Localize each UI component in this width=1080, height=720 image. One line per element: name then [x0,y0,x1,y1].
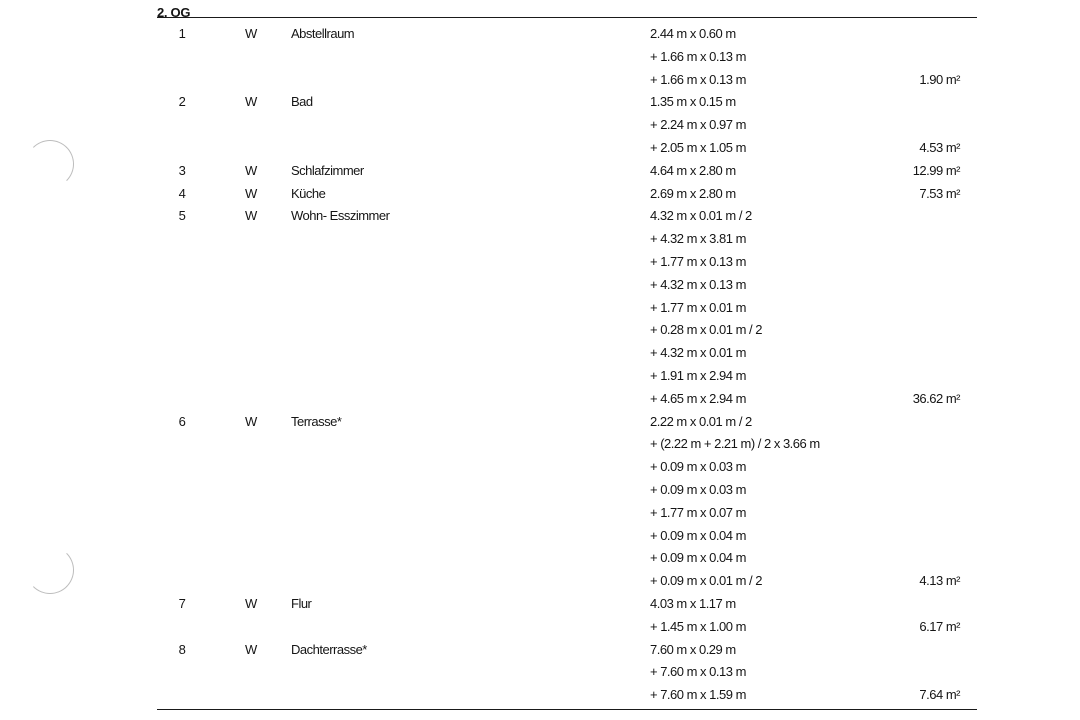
table-row [0,685,1080,708]
dimension-formula: + 2.05 m x 1.05 m [650,139,746,155]
dimension-formula: 2.69 m x 2.80 m [650,185,736,201]
room-number: 5 [178,208,186,224]
room-type: W [245,162,257,178]
dimension-formula: + 1.77 m x 0.13 m [650,253,746,269]
dimension-formula: + 4.32 m x 0.13 m [650,276,746,292]
dimension-formula: + 7.60 m x 1.59 m [650,687,746,703]
room-name: Wohn- Esszimmer [291,208,390,224]
dimension-formula: + 2.24 m x 0.97 m [650,117,746,133]
header-rule [157,17,977,18]
dimension-formula: + 0.09 m x 0.01 m / 2 [650,573,762,589]
area-total: 4.13 m² [919,573,960,589]
dimension-formula: + 7.60 m x 0.13 m [650,664,746,680]
area-total: 1.90 m² [919,71,960,87]
room-type: W [245,595,257,611]
table-row [0,229,1080,252]
room-number: 1 [178,26,186,41]
room-number: 2 [178,94,186,110]
room-type: W [245,185,257,201]
table-row [0,412,1080,435]
footer-rule [157,709,977,710]
room-name: Küche [291,185,326,201]
table-row [0,662,1080,685]
dimension-formula: + 4.32 m x 3.81 m [650,231,746,247]
room-name: Flur [291,595,312,611]
table-row [0,275,1080,298]
table-row [0,298,1080,321]
table-row [0,184,1080,207]
table-row [0,320,1080,343]
table-row [0,434,1080,457]
room-number: 4 [178,185,186,201]
table-row [0,70,1080,93]
table-row [0,548,1080,571]
dimension-formula: + 0.09 m x 0.04 m [650,550,746,566]
room-name: Terrasse* [291,413,342,429]
dimension-formula: 4.32 m x 0.01 m / 2 [650,208,752,224]
dimension-formula: 4.64 m x 2.80 m [650,162,736,178]
table-row [0,47,1080,70]
table-row [0,161,1080,184]
table-row [0,252,1080,275]
table-row [0,206,1080,229]
dimension-formula: + 1.45 m x 1.00 m [650,618,746,634]
table-row [0,92,1080,115]
table-row [0,503,1080,526]
room-type: W [245,641,257,657]
dimension-formula: 2.44 m x 0.60 m [650,26,736,41]
dimension-formula: + 0.28 m x 0.01 m / 2 [650,322,762,338]
room-number: 3 [178,162,186,178]
table-row [0,389,1080,412]
area-total: 7.64 m² [919,687,960,703]
dimension-formula: + 1.77 m x 0.01 m [650,299,746,315]
dimension-formula: + 1.77 m x 0.07 m [650,504,746,520]
table-row [0,594,1080,617]
room-type: W [245,208,257,224]
room-type: W [245,26,257,41]
area-total: 4.53 m² [919,139,960,155]
room-number: 8 [178,641,186,657]
dimension-formula: + 1.91 m x 2.94 m [650,367,746,383]
dimension-formula: + 0.09 m x 0.04 m [650,527,746,543]
table-row [0,571,1080,594]
room-name: Bad [291,94,313,110]
dimension-formula: 1.35 m x 0.15 m [650,94,736,110]
room-name: Schlafzimmer [291,162,364,178]
table-row [0,115,1080,138]
table-row [0,457,1080,480]
dimension-formula: + (2.22 m + 2.21 m) / 2 x 3.66 m [650,436,820,452]
table-row [0,138,1080,161]
area-total: 7.53 m² [919,185,960,201]
dimension-formula: + 0.09 m x 0.03 m [650,481,746,497]
table-row [0,24,1080,47]
room-number: 7 [178,595,186,611]
dimension-formula: + 0.09 m x 0.03 m [650,459,746,475]
dimension-formula: 2.22 m x 0.01 m / 2 [650,413,752,429]
room-type: W [245,94,257,110]
table-row [0,366,1080,389]
table-row [0,480,1080,503]
room-type: W [245,413,257,429]
table-row [0,526,1080,549]
dimension-formula: + 4.32 m x 0.01 m [650,345,746,361]
room-name: Dachterrasse* [291,641,367,657]
table-row [0,343,1080,366]
section-title: 2. OG [157,5,191,20]
area-total: 6.17 m² [919,618,960,634]
table-row [0,640,1080,663]
area-total: 36.62 m² [912,390,960,406]
dimension-formula: + 1.66 m x 0.13 m [650,71,746,87]
dimension-formula: + 4.65 m x 2.94 m [650,390,746,406]
room-number: 6 [178,413,186,429]
dimension-formula: + 1.66 m x 0.13 m [650,48,746,64]
area-total: 12.99 m² [912,162,960,178]
area-table [0,24,1080,708]
table-row [0,617,1080,640]
dimension-formula: 4.03 m x 1.17 m [650,595,736,611]
dimension-formula: 7.60 m x 0.29 m [650,641,736,657]
room-name: Abstellraum [291,26,355,41]
